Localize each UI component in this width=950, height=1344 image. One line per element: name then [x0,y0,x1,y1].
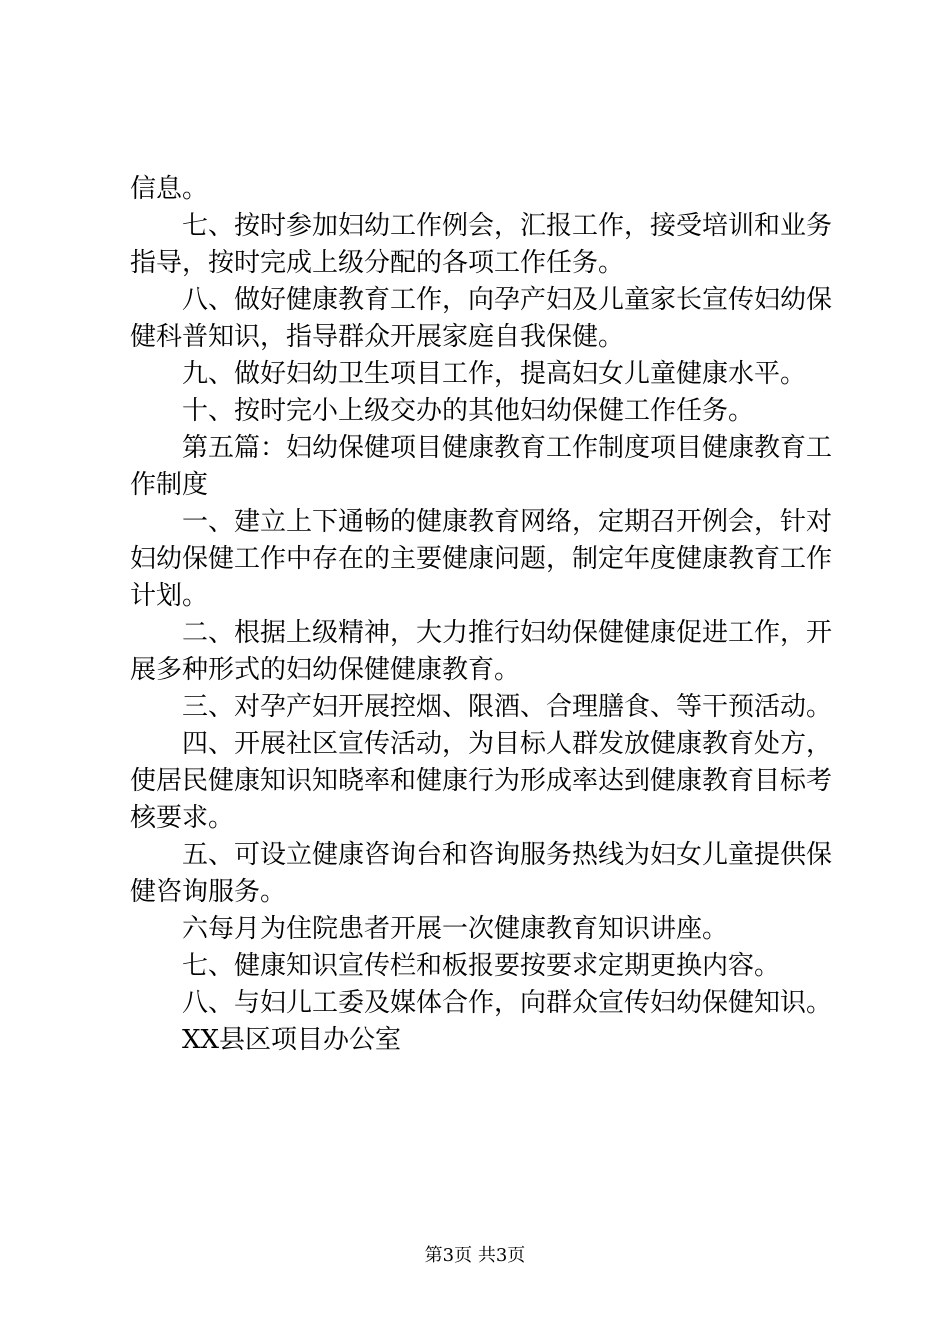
text-line: 三、对孕产妇开展控烟、限酒、合理膳食、等干预活动。 [182,692,833,722]
text-line: 六每月为住院患者开展一次健康教育知识讲座。 [182,914,729,944]
text-line: 四、开展社区宣传活动，为目标人群发放健康教育处方， [182,729,833,759]
text-line: 健科普知识，指导群众开展家庭自我保健。 [130,322,625,352]
signature-office: XX县区项目办公室 [182,1025,402,1055]
text-line: 妇幼保健工作中存在的主要健康问题，制定年度健康教育工作 [130,544,833,574]
text-line: 展多种形式的妇幼保健健康教育。 [130,655,521,685]
page-footer: 第3页 共3页 [424,1245,526,1266]
section-heading: 第五篇：妇幼保健项目健康教育工作制度项目健康教育工 [182,433,833,463]
text-line: 七、健康知识宣传栏和板报要按要求定期更换内容。 [182,951,781,981]
text-line: 使居民健康知识知晓率和健康行为形成率达到健康教育目标考 [130,766,833,796]
section-heading-continued: 作制度 [130,470,209,500]
text-line: 信息。 [130,174,209,204]
text-line: 一、建立上下通畅的健康教育网络，定期召开例会，针对 [182,507,833,537]
text-line: 十、按时完小上级交办的其他妇幼保健工作任务。 [182,396,755,426]
text-line: 计划。 [130,581,209,611]
text-line: 七、按时参加妇幼工作例会，汇报工作，接受培训和业务 [182,211,833,241]
text-line: 九、做好妇幼卫生项目工作，提高妇女儿童健康水平。 [182,359,807,389]
text-line: 二、根据上级精神，大力推行妇幼保健健康促进工作，开 [182,618,833,648]
text-line: 指导，按时完成上级分配的各项工作任务。 [130,248,625,278]
text-line: 五、可设立健康咨询台和咨询服务热线为妇女儿童提供保 [182,840,833,870]
text-line: 健咨询服务。 [130,877,287,907]
text-line: 核要求。 [130,803,235,833]
text-line: 八、与妇儿工委及媒体合作，向群众宣传妇幼保健知识。 [182,988,833,1018]
text-line: 八、做好健康教育工作，向孕产妇及儿童家长宣传妇幼保 [182,285,833,315]
